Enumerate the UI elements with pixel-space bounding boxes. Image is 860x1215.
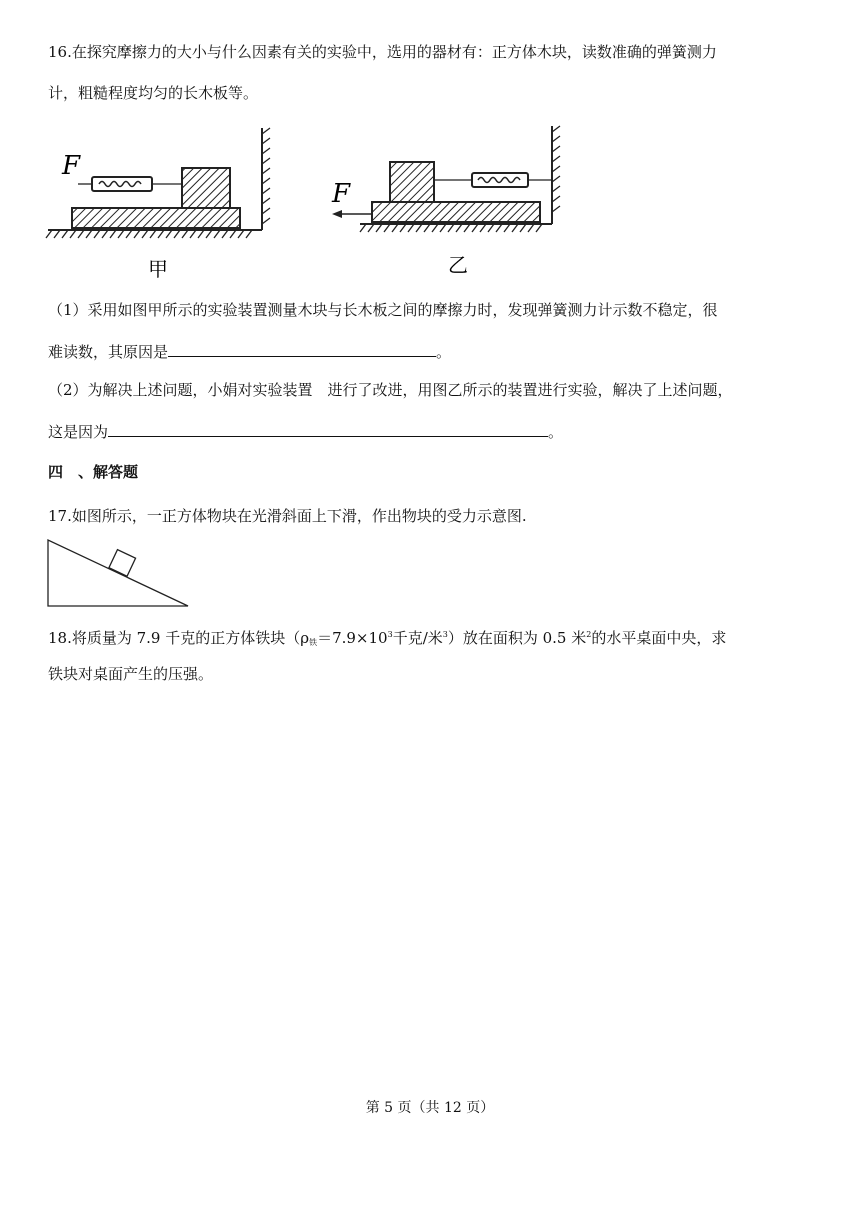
q18-line-1 [48,625,726,653]
q16-p1-line-1: （1）采用如图甲所示的实验装置测量木块与长木板之间的摩擦力时，发现弹簧测力计示数不稳定，很 [48,301,718,319]
q16-p2-end: 。 [548,423,564,441]
q18-text-e: 的水平桌面中央，求 [591,629,727,647]
incline-figure [46,538,192,608]
spring-scale [92,177,152,191]
q18-text-a: 18.将质量为 7.9 千克的正方体铁块（ρ [48,629,310,647]
figure-label-jia: 甲 [148,257,168,281]
wood-block [182,168,230,208]
figure-label-yi: 乙 [448,253,468,277]
force-label: F [332,179,351,209]
q16-line-1: 16.在探究摩擦力的大小与什么因素有关的实验中，选用的器材有：正方体木块，读数准确的弹簧测力 [48,43,717,61]
q16-p1-prefix: 难读数，其原因是 [48,343,169,361]
q18-line-2: 铁块对桌面产生的压强。 [48,665,214,683]
figure-jia [44,122,276,282]
q16-p2-prefix: 这是因为 [48,423,109,441]
q17-text: 17.如图所示，一正方体物块在光滑斜面上下滑，作出物块的受力示意图. [48,507,527,525]
cube-block [109,550,136,577]
exponent-3: 2 [586,630,592,639]
q16-p1-end: 。 [436,343,452,361]
long-board [72,208,240,228]
rho-subscript: 铁 [309,638,318,647]
page-footer: 第 5 页（共 12 页） [365,1100,495,1116]
section-heading: 四 、解答题 [48,463,139,481]
q16-p2-line-1: （2）为解决上述问题，小娟对实验装置 进行了改进，用图乙所示的装置进行实验，解决了上述问题， [48,381,733,399]
exponent-1: 3 [387,630,393,639]
answer-blank-2[interactable] [108,420,548,437]
q18-text-b: ＝7.9×10 [317,629,388,647]
q16-p2-line-2 [48,420,563,442]
wood-block [390,162,434,202]
q16-p1-line-2 [48,340,451,362]
figure-yi [326,122,566,282]
long-board [372,202,540,222]
exponent-2: 3 [442,630,448,639]
q18-text-d: ）放在面积为 0.5 米 [447,629,587,647]
q18-text-c: 千克/米 [392,629,443,647]
answer-blank-1[interactable] [168,340,436,357]
force-label: F [62,151,81,181]
q16-line-2: 计，粗糙程度均匀的长木板等。 [48,84,259,102]
